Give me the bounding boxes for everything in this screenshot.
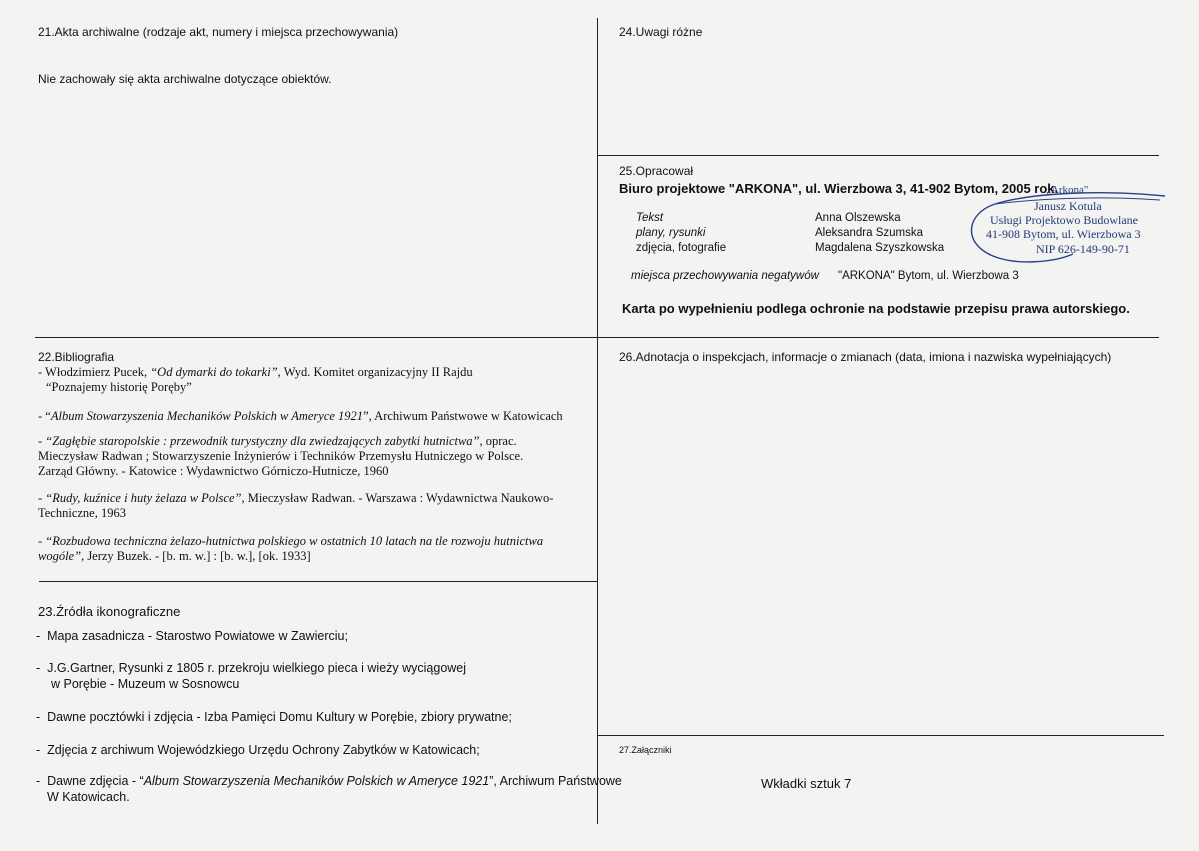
section-21-title: 21.Akta archiwalne (rodzaje akt, numery i miejsca przechowywania) (38, 25, 399, 39)
section-24-title: 24.Uwagi różne (619, 25, 703, 39)
ikon-5-text: Dawne zdjęcia - “ (47, 774, 144, 788)
section-26-title: 26.Adnotacja o inspekcjach, informacje o zmianach (data, imiona i nazwiska wypełniających) (619, 350, 1112, 364)
section-23-title: 23.Źródła ikonograficzne (38, 604, 181, 619)
bib-5-title: “Rozbudowa techniczna żelazo-hutnictwa polskiego w ostatnich 10 latach na tle rozwoju hutnictwa wogóle” (38, 534, 544, 563)
copyright-note: Karta po wypełnieniu podlega ochronie na podstawie przepisu prawa autorskiego. (622, 301, 1130, 316)
bib-4-rest: , Mieczysław Radwan. - Warszawa : Wydawnictwa Naukowo-Techniczne, 1963 (38, 491, 554, 520)
iconographic-item: - Dawne pocztówki i zdjęcia - Izba Pamięci Domu Kultury w Porębie, zbiory prywatne; (36, 710, 512, 724)
bib-5-prefix: - (38, 534, 46, 548)
iconographic-item: - Mapa zasadnicza - Starostwo Powiatowe w Zawierciu; (36, 629, 348, 643)
bib-4-title: “Rudy, kuźnice i huty żelaza w Polsce” (45, 491, 242, 505)
section-21-text: Nie zachowały się akta archiwalne dotyczące obiektów. (38, 72, 332, 86)
credit-name-photos: Magdalena Szyszkowska (815, 242, 945, 254)
iconographic-item: - Dawne zdjęcia - “Album Stowarzyszenia Mechaników Polskich w Ameryce 1921”, Archiwum Państwowe W Katowicach. (36, 774, 622, 804)
ikon-4-text: Zdjęcia z archiwum Wojewódzkiego Urzędu Ochrony Zabytków w Katowicach; (47, 743, 480, 757)
credit-name-text: Anna Olszewska (815, 212, 901, 224)
bibliography-entry (38, 534, 583, 564)
credit-role-text: Tekst (636, 212, 664, 224)
bib-1-rest: , Wyd. Komitet organizacyjny II Rajdu (277, 365, 473, 379)
ikon-2-line2: w Porębie - Muzeum w Sosnowcu (51, 677, 240, 691)
bib-1-line2: “Poznajemy historię Poręby” (46, 380, 192, 394)
bibliography-entry (38, 434, 558, 479)
stamp-line-4: 41-908 Bytom, ul. Wierzbowa 3 (986, 227, 1141, 241)
bib-4-prefix: - (38, 491, 46, 505)
iconographic-item: - J.G.Gartner, Rysunki z 1805 r. przekroju wielkiego pieca i wieży wyciągowej w Porębie - Muzeum w Sosnowcu (36, 661, 467, 691)
section-22-title: 22.Bibliografia (38, 350, 115, 364)
ikon-1-text: Mapa zasadnicza - Starostwo Powiatowe w Zawierciu; (47, 629, 348, 643)
bib-3-rest: , oprac. Mieczysław Radwan ; Stowarzyszenie Inżynierów i Techników Przemysłu Hutniczego w Polsce. Zarząd Główny. - Katowice : Wydawnictwo Górniczo-Hutnicze, 1960 (38, 434, 524, 478)
attachments-count: Wkładki sztuk 7 (761, 776, 852, 791)
center-divider (597, 18, 598, 824)
negatives-value: "ARKONA" Bytom, ul. Wierzbowa 3 (838, 270, 1019, 282)
stamp-line-5: NIP 626-149-90-71 (1036, 242, 1130, 256)
bib-2-rest: ”, Archiwum Państwowe w Katowicach (363, 409, 563, 423)
bib-2-prefix: - “ (38, 409, 51, 423)
bibliography-entry (38, 491, 583, 521)
credit-name-plans: Aleksandra Szumska (815, 227, 924, 239)
credit-role-plans: plany, rysunki (636, 227, 706, 239)
section-25-title: 25.Opracował (619, 164, 694, 178)
section-25-firm: Biuro projektowe "ARKONA", ul. Wierzbowa 3, 41-902 Bytom, 2005 rok. (619, 181, 1059, 196)
credit-role-photos: zdjęcia, fotografie (636, 242, 727, 254)
ikon-5-rest: ”, Archiwum Państwowe (489, 774, 622, 788)
bibliography-entry (38, 365, 583, 395)
negatives-label: miejsca przechowywania negatywów (631, 270, 819, 282)
ikon-5-line2: W Katowicach. (47, 790, 130, 804)
ikon-5-italic: Album Stowarzyszenia Mechaników Polskich w Ameryce 1921 (143, 774, 490, 788)
bib-3-title: “Zagłębie staropolskie : przewodnik turystyczny dla zwiedzających zabytki hutnictwa” (45, 434, 480, 448)
bib-2-title: Album Stowarzyszenia Mechaników Polskich w Ameryce 1921 (50, 409, 364, 423)
divider-24-25 (598, 155, 1159, 156)
section-27-title: 27.Załączniki (619, 745, 672, 755)
iconographic-item: - Zdjęcia z archiwum Wojewódzkiego Urzędu Ochrony Zabytków w Katowicach; (36, 743, 480, 757)
divider-top-bottom (35, 337, 1159, 338)
stamp-line-1: „Arkona" (1046, 184, 1089, 196)
stamp-line-3: Usługi Projektowo Budowlane (990, 213, 1138, 227)
bib-5-rest: , Jerzy Buzek. - [b. m. w.] : [b. w.], [ok. 1933] (81, 549, 311, 563)
divider-22-23 (39, 581, 597, 582)
bibliography-entry (38, 409, 583, 424)
divider-26-27 (598, 735, 1164, 736)
ikon-2-text: J.G.Gartner, Rysunki z 1805 r. przekroju wielkiego pieca i wieży wyciągowej (47, 661, 467, 675)
bib-1-prefix: - Włodzimierz Pucek, (38, 365, 151, 379)
bib-3-prefix: - (38, 434, 46, 448)
ikon-3-text: Dawne pocztówki i zdjęcia - Izba Pamięci Domu Kultury w Porębie, zbiory prywatne; (47, 710, 512, 724)
stamp-line-2: Janusz Kotula (1034, 199, 1102, 213)
bib-1-title: “Od dymarki do tokarki” (150, 365, 278, 379)
